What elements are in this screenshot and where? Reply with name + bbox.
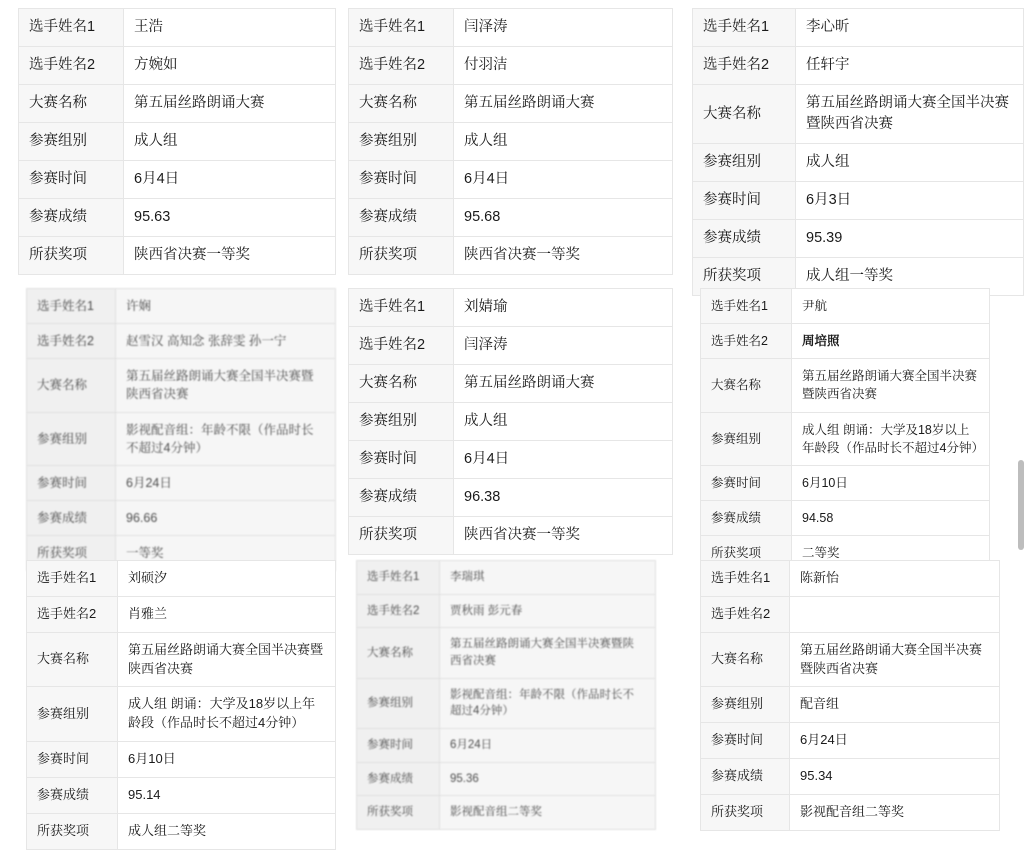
field-label: 参赛时间 — [693, 182, 796, 220]
table-row — [19, 9, 336, 47]
field-label: 参赛时间 — [27, 465, 116, 500]
field-label: 参赛成绩 — [693, 220, 796, 258]
field-label: 大赛名称 — [693, 85, 796, 144]
field-label: 参赛成绩 — [27, 777, 118, 813]
field-label: 大赛名称 — [27, 359, 116, 412]
table-row — [357, 762, 656, 796]
record-table — [348, 288, 673, 555]
field-label: 参赛时间 — [701, 465, 792, 500]
field-label: 选手姓名1 — [349, 9, 454, 47]
field-label: 参赛成绩 — [357, 762, 440, 796]
table-row — [349, 517, 673, 555]
table-row — [349, 85, 673, 123]
field-value: 刘婧瑜 — [454, 289, 673, 327]
table-row — [27, 687, 336, 742]
field-value: 6月24日 — [116, 465, 336, 500]
field-label: 参赛成绩 — [349, 199, 454, 237]
field-value: 闫泽涛 — [454, 327, 673, 365]
field-label: 选手姓名2 — [701, 324, 792, 359]
table-row — [693, 182, 1024, 220]
table-row — [349, 327, 673, 365]
field-label: 大赛名称 — [701, 359, 792, 412]
field-value: 李瑞琪 — [440, 561, 656, 595]
table-row — [27, 412, 336, 465]
field-label: 所获奖项 — [357, 796, 440, 830]
record-card — [348, 8, 673, 275]
field-value: 95.68 — [454, 199, 673, 237]
record-table — [26, 560, 336, 850]
field-value: 影视配音组：年龄不限（作品时长不超过4分钟） — [116, 412, 336, 465]
field-value: 第五届丝路朗诵大赛全国半决赛暨陕西省决赛 — [790, 632, 1000, 687]
field-label: 大赛名称 — [349, 365, 454, 403]
field-label: 选手姓名2 — [19, 47, 124, 85]
table-row — [19, 123, 336, 161]
vertical-scrollbar[interactable] — [1018, 460, 1024, 550]
table-row — [19, 237, 336, 275]
field-label: 参赛时间 — [349, 161, 454, 199]
table-row — [19, 85, 336, 123]
field-label: 选手姓名2 — [693, 47, 796, 85]
table-row — [693, 220, 1024, 258]
field-value: 95.63 — [124, 199, 336, 237]
field-value: 影视配音组二等奖 — [440, 796, 656, 830]
field-value: 第五届丝路朗诵大赛 — [124, 85, 336, 123]
field-value: 6月10日 — [792, 465, 990, 500]
table-row — [701, 500, 990, 535]
table-row — [349, 403, 673, 441]
record-table — [356, 560, 656, 830]
table-row — [693, 144, 1024, 182]
field-label: 选手姓名1 — [349, 289, 454, 327]
field-label: 选手姓名2 — [357, 594, 440, 628]
field-value: 任轩宇 — [796, 47, 1024, 85]
field-value: 陕西省决赛一等奖 — [124, 237, 336, 275]
field-label: 参赛时间 — [27, 742, 118, 778]
field-value: 陕西省决赛一等奖 — [454, 237, 673, 275]
table-row — [349, 365, 673, 403]
field-value: 95.14 — [118, 777, 336, 813]
field-value: 95.34 — [790, 759, 1000, 795]
field-label: 所获奖项 — [27, 536, 116, 571]
field-value: 影视配音组二等奖 — [790, 794, 1000, 830]
field-label: 选手姓名2 — [27, 324, 116, 359]
record-table — [700, 560, 1000, 831]
field-value: 方婉如 — [124, 47, 336, 85]
field-value: 成人组 — [454, 123, 673, 161]
field-label: 参赛成绩 — [701, 500, 792, 535]
field-label: 所获奖项 — [19, 237, 124, 275]
field-value: 第五届丝路朗诵大赛全国半决赛暨陕西省决赛 — [118, 632, 336, 687]
table-row — [349, 9, 673, 47]
field-label: 选手姓名2 — [701, 596, 790, 632]
field-value: 配音组 — [790, 687, 1000, 723]
table-row — [701, 289, 990, 324]
record-table — [700, 288, 990, 571]
field-value: 刘硕汐 — [118, 561, 336, 597]
field-label: 选手姓名2 — [27, 596, 118, 632]
field-label: 参赛组别 — [693, 144, 796, 182]
table-row — [357, 561, 656, 595]
field-label: 参赛成绩 — [349, 479, 454, 517]
record-table — [348, 8, 673, 275]
field-label: 选手姓名1 — [27, 289, 116, 324]
field-label: 参赛时间 — [349, 441, 454, 479]
field-value: 95.36 — [440, 762, 656, 796]
table-row — [27, 596, 336, 632]
record-card — [700, 288, 990, 571]
record-card — [26, 288, 336, 571]
field-value: 6月24日 — [790, 723, 1000, 759]
table-row — [27, 359, 336, 412]
field-label: 参赛时间 — [19, 161, 124, 199]
field-label: 选手姓名1 — [701, 289, 792, 324]
table-row — [701, 723, 1000, 759]
table-row — [27, 632, 336, 687]
field-label: 所获奖项 — [701, 794, 790, 830]
record-table — [18, 8, 336, 275]
field-value: 二等奖 — [792, 536, 990, 571]
field-label: 参赛时间 — [701, 723, 790, 759]
record-table — [692, 8, 1024, 296]
table-row — [701, 759, 1000, 795]
table-row — [357, 729, 656, 763]
table-row — [349, 123, 673, 161]
field-value: 成人组 — [796, 144, 1024, 182]
field-value: 李心昕 — [796, 9, 1024, 47]
record-card — [692, 8, 1024, 296]
table-row — [701, 412, 990, 465]
table-row — [27, 465, 336, 500]
field-label: 选手姓名2 — [349, 327, 454, 365]
field-label: 参赛组别 — [357, 678, 440, 728]
field-label: 大赛名称 — [357, 628, 440, 678]
field-label: 所获奖项 — [349, 237, 454, 275]
table-row — [19, 199, 336, 237]
field-value: 第五届丝路朗诵大赛全国半决赛暨陕西省决赛 — [796, 85, 1024, 144]
table-row — [349, 237, 673, 275]
table-row — [701, 324, 990, 359]
table-row — [357, 628, 656, 678]
field-value: 许娴 — [116, 289, 336, 324]
field-value: 第五届丝路朗诵大赛全国半决赛暨陕西省决赛 — [792, 359, 990, 412]
table-row — [27, 289, 336, 324]
table-row — [701, 687, 1000, 723]
table-row — [701, 561, 1000, 597]
field-label: 选手姓名1 — [693, 9, 796, 47]
field-value: 成人组 — [454, 403, 673, 441]
field-label: 大赛名称 — [19, 85, 124, 123]
field-value: 6月4日 — [124, 161, 336, 199]
field-label: 参赛组别 — [349, 403, 454, 441]
field-label: 参赛成绩 — [27, 500, 116, 535]
field-value: 成人组二等奖 — [118, 813, 336, 849]
field-value: 一等奖 — [116, 536, 336, 571]
record-card — [18, 8, 336, 275]
field-value: 第五届丝路朗诵大赛 — [454, 85, 673, 123]
table-row — [701, 465, 990, 500]
field-label: 大赛名称 — [701, 632, 790, 687]
table-row — [701, 596, 1000, 632]
table-row — [693, 9, 1024, 47]
field-value: 第五届丝路朗诵大赛全国半决赛暨陕西省决赛 — [116, 359, 336, 412]
table-row — [19, 47, 336, 85]
field-value: 陈新怡 — [790, 561, 1000, 597]
field-value — [790, 596, 1000, 632]
field-label: 选手姓名1 — [19, 9, 124, 47]
field-label: 参赛时间 — [357, 729, 440, 763]
field-value: 影视配音组：年龄不限（作品时长不超过4分钟） — [440, 678, 656, 728]
table-row — [19, 161, 336, 199]
field-label: 参赛组别 — [349, 123, 454, 161]
field-label: 参赛成绩 — [701, 759, 790, 795]
field-label: 所获奖项 — [27, 813, 118, 849]
field-label: 选手姓名2 — [349, 47, 454, 85]
table-row — [349, 441, 673, 479]
field-value: 周培照 — [792, 324, 990, 359]
field-value: 6月3日 — [796, 182, 1024, 220]
field-label: 选手姓名1 — [27, 561, 118, 597]
table-row — [349, 479, 673, 517]
table-row — [357, 594, 656, 628]
record-card — [700, 560, 1000, 831]
field-label: 参赛成绩 — [19, 199, 124, 237]
field-label: 参赛组别 — [27, 412, 116, 465]
field-label: 参赛组别 — [701, 687, 790, 723]
table-row — [701, 632, 1000, 687]
table-row — [27, 561, 336, 597]
field-value: 6月4日 — [454, 161, 673, 199]
table-row — [349, 161, 673, 199]
field-value: 96.66 — [116, 500, 336, 535]
field-label: 参赛组别 — [701, 412, 792, 465]
field-value: 成人组 — [124, 123, 336, 161]
table-row — [701, 794, 1000, 830]
field-label: 参赛组别 — [19, 123, 124, 161]
field-label: 所获奖项 — [349, 517, 454, 555]
table-row — [27, 324, 336, 359]
field-value: 96.38 — [454, 479, 673, 517]
table-row — [701, 359, 990, 412]
table-row — [357, 678, 656, 728]
table-row — [349, 47, 673, 85]
record-table — [26, 288, 336, 571]
field-value: 闫泽涛 — [454, 9, 673, 47]
field-label: 大赛名称 — [27, 632, 118, 687]
field-value: 陕西省决赛一等奖 — [454, 517, 673, 555]
table-row — [349, 289, 673, 327]
field-value: 第五届丝路朗诵大赛全国半决赛暨陕西省决赛 — [440, 628, 656, 678]
field-value: 94.58 — [792, 500, 990, 535]
field-value: 成人组 朗诵：大学及18岁以上年龄段（作品时长不超过4分钟） — [118, 687, 336, 742]
record-card — [26, 560, 336, 850]
field-value: 付羽洁 — [454, 47, 673, 85]
field-label: 所获奖项 — [693, 258, 796, 296]
table-row — [27, 777, 336, 813]
field-value: 王浩 — [124, 9, 336, 47]
field-value: 肖雅兰 — [118, 596, 336, 632]
field-value: 成人组一等奖 — [796, 258, 1024, 296]
field-value: 赵雪汉 高知念 张辞雯 孙一宁 — [116, 324, 336, 359]
field-value: 95.39 — [796, 220, 1024, 258]
field-value: 尹航 — [792, 289, 990, 324]
field-value: 6月4日 — [454, 441, 673, 479]
field-label: 选手姓名1 — [357, 561, 440, 595]
record-card — [348, 288, 673, 555]
field-value: 第五届丝路朗诵大赛 — [454, 365, 673, 403]
table-row — [357, 796, 656, 830]
table-row — [349, 199, 673, 237]
table-row — [693, 47, 1024, 85]
field-value: 贾秋雨 彭元春 — [440, 594, 656, 628]
field-label: 参赛组别 — [27, 687, 118, 742]
table-row — [27, 742, 336, 778]
field-value: 成人组 朗诵：大学及18岁以上年龄段（作品时长不超过4分钟） — [792, 412, 990, 465]
table-row — [27, 500, 336, 535]
table-row — [27, 813, 336, 849]
table-row — [693, 85, 1024, 144]
field-label: 所获奖项 — [701, 536, 792, 571]
record-card — [356, 560, 656, 830]
field-value: 6月24日 — [440, 729, 656, 763]
field-label: 大赛名称 — [349, 85, 454, 123]
field-label: 选手姓名1 — [701, 561, 790, 597]
field-value: 6月10日 — [118, 742, 336, 778]
